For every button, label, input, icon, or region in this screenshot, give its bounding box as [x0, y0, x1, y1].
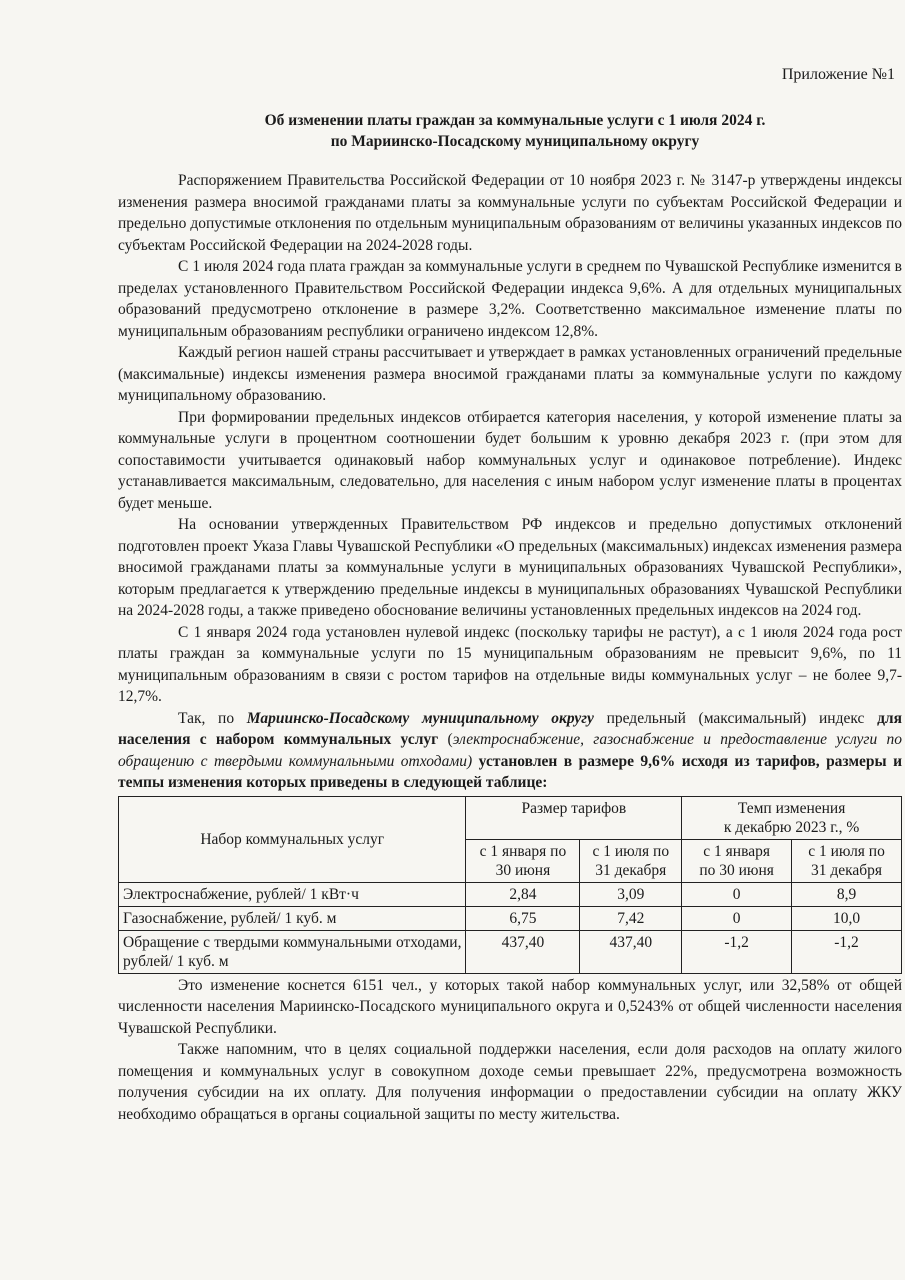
p7-population: для населения с набором коммунальных услуг — [118, 709, 902, 748]
header-col-4 — [792, 839, 902, 882]
row-service-name: Обращение с твердыми коммунальными отходами, рублей/ 1 куб. м — [119, 930, 466, 973]
paragraph-1: Распоряжением Правительства Российской Федерации от 10 ноября 2023 г. № 3147-р утверждены индексы изменения размера вносимой гражданами платы за коммунальные услуги по субъектам Российской Федерации и предельно допустимые отклонения по отдельным муниципальным образованиям от величины указанных индексов по субъектам Российской Федерации на 2024-2028 годы. — [118, 172, 902, 254]
row-rate-2: 10,0 — [792, 906, 902, 930]
row-rate-2: 8,9 — [792, 882, 902, 906]
p7-services-list: электроснабжение, газоснабжение и предоставление услуги по обращению с твердыми коммунальными отходами) — [118, 731, 902, 770]
row-tariff-1: 2,84 — [466, 882, 580, 906]
tariffs-table — [118, 796, 902, 974]
header-col-4-l1: с 1 июля по — [808, 842, 885, 860]
row-tariff-2: 3,09 — [580, 882, 682, 906]
document-title — [0, 110, 905, 152]
header-col-1 — [466, 839, 580, 882]
paragraph-2: С 1 июля 2024 года плата граждан за коммунальные услуги в среднем по Чувашской Республике изменится в пределах установленного Правительством Российской Федерации индекса 9,6%. А для отдельных муниципальных образований предусмотрено отклонение в размере 3,2%. Соответственно максимальное изменение платы по муниципальным образованиям республики ограничено индексом 12,8%. — [118, 258, 902, 340]
row-tariff-1: 437,40 — [466, 930, 580, 973]
paragraph-8: Это изменение коснется 6151 чел., у которых такой набор коммунальных услуг, или 32,58% от общей численности населения Мариинско-Посадского муниципального округа и 0,5243% от общей численности населения Чувашской Республики. — [118, 976, 902, 1037]
header-col-1-l1: с 1 января по — [479, 842, 567, 860]
header-change-rate-l2: к декабрю 2023 г., % — [723, 818, 860, 836]
p7-municipality: Мариинско-Посадскому муниципальному округу — [246, 709, 594, 727]
header-col-2-l1: с 1 июля по — [592, 842, 670, 860]
header-col-2 — [580, 839, 682, 882]
row-tariff-1: 6,75 — [466, 906, 580, 930]
row-tariff-2: 437,40 — [580, 930, 682, 973]
paragraph-5: На основании утвержденных Правительством РФ индексов и предельно допустимых отклонений подготовлен проект Указа Главы Чувашской Республики «О предельных (максимальных) индексах изменения размера вносимой гражданами платы за коммунальные услуги в муниципальных образованиях Чувашской Республики», которым предлагается к утверждению предельные индексы в муниципальных образованиях Чувашской Республики на 2024-2028 годы, а также приведено обоснование величины установленных предельных индексов на 2024 год. — [118, 516, 902, 619]
paragraph-4: При формировании предельных индексов отбирается категория населения, у которой изменение платы за коммунальные услуги в процентном соотношении будет большим к уровню декабря 2023 г. (при этом для сопоставимости учитывается одинаковый набор коммунальных услуг и одинаковое потребление). Индекс устанавливается максимальным, следовательно, для населения с иным набором услуг изменение платы в процентах будет меньше. — [118, 408, 902, 512]
header-services: Набор коммунальных услуг — [119, 796, 466, 882]
header-tariff-size: Размер тарифов — [466, 796, 682, 839]
header-change-rate — [682, 796, 902, 839]
row-rate-1: 0 — [682, 882, 792, 906]
paragraph-7 — [118, 708, 902, 794]
table-row — [119, 930, 902, 973]
row-rate-1: -1,2 — [682, 930, 792, 973]
row-service-name: Газоснабжение, рублей/ 1 куб. м — [119, 906, 466, 930]
header-col-4-l2: 31 декабря — [810, 861, 883, 879]
row-tariff-2: 7,42 — [580, 906, 682, 930]
p7-index-statement: установлен в размере 9,6% исходя из тарифов, размеры и темпы изменения которых приведены в следующей таблице: — [118, 752, 902, 791]
header-col-3-l1: с 1 января — [703, 842, 770, 860]
p7-text-3: ( — [438, 731, 453, 748]
paragraph-3: Каждый регион нашей страны рассчитывает и утверждает в рамках установленных ограничений предельные (максимальные) индексы изменения размера вносимой гражданами платы за коммунальные услуги по каждому муниципальному образованию. — [118, 344, 902, 404]
header-change-rate-l1: Темп изменения — [737, 799, 846, 817]
p7-text-2: предельный (максимальный) индекс — [593, 709, 878, 727]
p7-text-1: Так, по — [178, 709, 247, 727]
title-line-2: по Мариинско-Посадскому муниципальному округу — [330, 133, 700, 150]
table-row — [119, 906, 902, 930]
row-rate-2: -1,2 — [792, 930, 902, 973]
table-header-row-1 — [119, 796, 902, 839]
table-row — [119, 882, 902, 906]
document-body — [118, 170, 902, 1125]
header-col-3-l2: по 30 июня — [699, 861, 774, 879]
header-col-1-l2: 30 июня — [495, 861, 551, 879]
title-line-1: Об изменении платы граждан за коммунальные услуги с 1 июля 2024 г. — [264, 112, 766, 129]
paragraph-9: Также напомним, что в целях социальной поддержки населения, если доля расходов на оплату жилого помещения и коммунальных услуг в совокупном доходе семьи превышает 22%, предусмотрена возможность получения субсидии на их оплату. Для получения информации о предоставлении субсидии на оплату ЖКУ необходимо обращаться в органы социальной защиты по месту жительства. — [118, 1041, 902, 1123]
header-col-2-l2: 31 декабря — [595, 861, 667, 879]
row-rate-1: 0 — [682, 906, 792, 930]
header-col-3 — [682, 839, 792, 882]
row-service-name: Электроснабжение, рублей/ 1 кВт·ч — [119, 882, 466, 906]
appendix-label: Приложение №1 — [781, 66, 895, 83]
paragraph-6: С 1 января 2024 года установлен нулевой индекс (поскольку тарифы не растут), а с 1 июля 2024 года рост платы граждан за коммунальные услуги по 15 муниципальным образованиям не превысит 9,6%, по 11 муниципальным образованиям в связи с ростом тарифов на отдельные виды коммунальных услуг – не более 9,7-12,7%. — [118, 623, 902, 705]
